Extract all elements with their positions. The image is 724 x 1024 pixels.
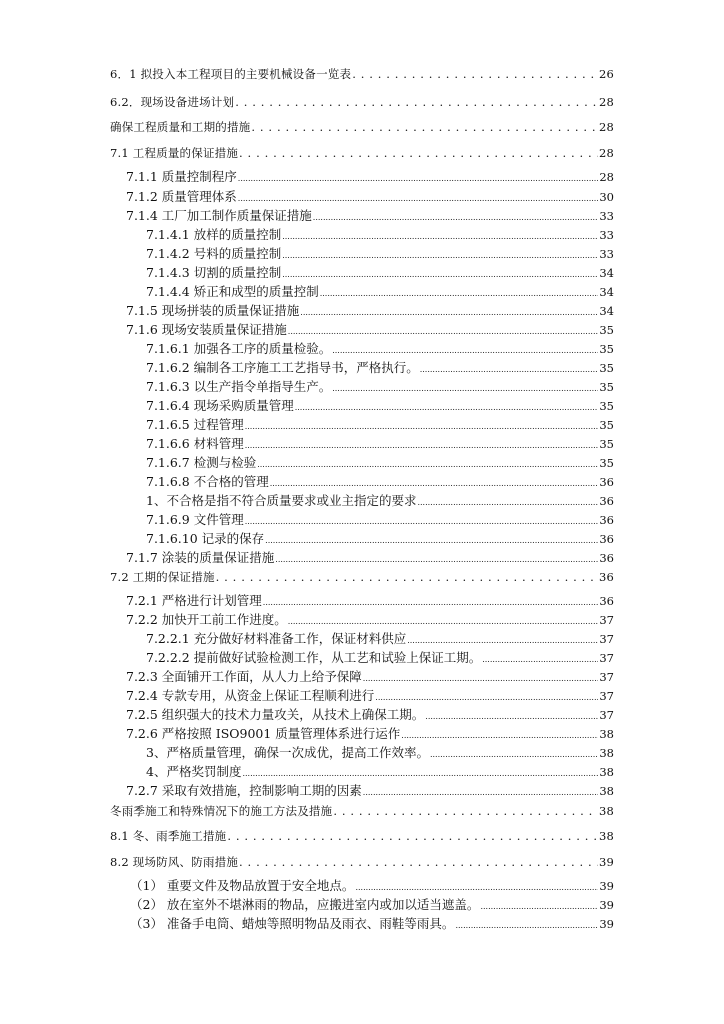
toc-page-number: 37	[599, 669, 614, 684]
toc-dot-leader	[352, 69, 598, 81]
toc-entry-title: 7.1.4.2 号料的质量控制	[146, 245, 282, 261]
toc-entry-title: 7.1.6.6 材料管理	[146, 435, 244, 451]
toc-entry[interactable]	[146, 449, 614, 469]
toc-page-number: 39	[599, 916, 614, 931]
toc-page-number: 36	[599, 512, 614, 527]
toc-dot-leader	[239, 857, 598, 869]
toc-dot-leader	[251, 122, 598, 134]
toc-entry-title: 7.1 工程质量的保证措施	[110, 145, 239, 160]
toc-page-number: 37	[599, 707, 614, 722]
toc-page-number: 35	[599, 455, 614, 470]
toc-entry[interactable]	[146, 739, 614, 759]
toc-entry-title: 7.1.7 涂装的质量保证措施	[126, 549, 275, 565]
toc-entry-title: 7.1.6 现场安装质量保证措施	[126, 321, 287, 337]
toc-entry-title: （1） 重要文件及物品放置于安全地点。	[130, 877, 355, 893]
toc-entry-title: 7.2.3 全面铺开工作面，从人力上给予保障	[126, 668, 362, 684]
toc-entry[interactable]	[110, 822, 614, 842]
toc-page-number: 37	[599, 650, 614, 665]
toc-entry[interactable]	[146, 525, 614, 545]
toc-entry[interactable]	[126, 297, 614, 317]
toc-entry-title: 7.1.6.3 以生产指令单指导生产。	[146, 378, 332, 394]
toc-entry-title: 7.2.6 严格按照 ISO9001 质量管理体系进行运作	[126, 725, 401, 741]
toc-entry[interactable]	[126, 163, 614, 183]
toc-entry-title: （3） 准备手电筒、蜡烛等照明物品及雨衣、雨鞋等雨具。	[130, 915, 455, 931]
toc-page-number: 35	[599, 417, 614, 432]
toc-entry-title: 7.1.6.7 检测与检验	[146, 454, 257, 470]
toc-entry[interactable]	[110, 113, 614, 133]
toc-dot-leader	[363, 785, 599, 798]
toc-dot-leader	[238, 171, 599, 184]
toc-entry[interactable]	[110, 797, 614, 817]
toc-entry-title: 7.1.2 质量管理体系	[126, 188, 237, 204]
toc-entry-title: 7.2.2.1 充分做好材料准备工作，保证材料供应	[146, 630, 407, 646]
toc-page-number: 34	[599, 284, 614, 299]
toc-entry-title: （2） 放在室外不堪淋雨的物品，应搬进室内或加以适当遮盖。	[130, 896, 480, 912]
toc-entry-title: 7.1.6.9 文件管理	[146, 511, 244, 527]
toc-entry-title: 7.1.5 现场拼装的质量保证措施	[126, 302, 300, 318]
toc-entry-title: 7.2.1 严格进行计划管理	[126, 592, 262, 608]
toc-entry[interactable]	[126, 544, 614, 564]
toc-entry-title: 7.1.4.4 矫正和成型的质量控制	[146, 283, 319, 299]
toc-entry-title: 7.2 工期的保证措施	[110, 569, 215, 584]
toc-page-number: 36	[599, 550, 614, 565]
toc-page-number: 39	[598, 854, 614, 869]
toc-page-number: 37	[599, 612, 614, 627]
toc-entry[interactable]	[126, 316, 614, 336]
toc-page-number: 38	[599, 745, 614, 760]
toc-page-number: 28	[599, 169, 614, 184]
toc-page-number: 35	[599, 436, 614, 451]
toc-entry[interactable]	[110, 563, 614, 583]
toc-page-number: 36	[599, 531, 614, 546]
toc-page-number: 38	[599, 783, 614, 798]
toc-page-number: 34	[599, 265, 614, 280]
toc-entry[interactable]	[126, 587, 614, 607]
toc-entry[interactable]	[146, 240, 614, 260]
toc-entry[interactable]	[110, 139, 614, 159]
toc-entry-title: 确保工程质量和工期的措施	[110, 119, 251, 134]
toc-entry-title: 1、不合格是指不符合质量要求或业主指定的要求	[146, 492, 417, 508]
toc-page-number: 38	[599, 764, 614, 779]
toc-page-number: 26	[598, 66, 614, 81]
toc-page-number: 28	[598, 145, 614, 160]
toc-entry[interactable]	[126, 202, 614, 222]
toc-entry[interactable]	[146, 278, 614, 298]
toc-page-number: 36	[599, 593, 614, 608]
toc-page-number: 35	[599, 341, 614, 356]
toc-entry-title: 7.1.4.1 放样的质量控制	[146, 226, 282, 242]
toc-entry[interactable]	[146, 468, 614, 488]
toc-dot-leader	[239, 148, 598, 160]
toc-entry[interactable]	[146, 392, 614, 412]
toc-page-number: 39	[599, 897, 614, 912]
toc-entry[interactable]	[146, 487, 614, 507]
toc-entry[interactable]	[146, 354, 614, 374]
toc-entry[interactable]	[146, 411, 614, 431]
toc-entry[interactable]	[126, 663, 614, 683]
toc-entry-title: 7.2.2 加快开工前工作进度。	[126, 611, 287, 627]
toc-dot-leader	[333, 806, 598, 818]
toc-entry-title: 7.2.2.2 提前做好试验检测工作，从工艺和试验上保证工期。	[146, 649, 482, 665]
toc-entry[interactable]	[130, 910, 614, 930]
toc-entry[interactable]	[146, 758, 614, 778]
toc-entry[interactable]	[110, 848, 614, 868]
toc-page-number: 39	[599, 878, 614, 893]
toc-entry-title: 7.2.4 专款专用，从资金上保证工程顺利进行	[126, 687, 375, 703]
toc-entry[interactable]	[130, 872, 614, 892]
toc-page-number: 28	[598, 94, 614, 109]
toc-dot-leader	[216, 572, 598, 584]
toc-entry[interactable]	[146, 506, 614, 526]
toc-entry-title: 7.1.6.10 记录的保存	[146, 530, 265, 546]
toc-entry-title: 7.1.6.2 编制各工序施工工艺指导书，严格执行。	[146, 359, 419, 375]
toc-page-number: 35	[599, 360, 614, 375]
toc-page-number: 36	[599, 493, 614, 508]
toc-entry[interactable]	[130, 891, 614, 911]
toc-entry-title: 7.1.4.3 切割的质量控制	[146, 264, 282, 280]
toc-entry-title: 3、严格质量管理，确保一次成优，提高工作效率。	[146, 744, 429, 760]
toc-entry-title: 7.1.6.5 过程管理	[146, 416, 244, 432]
toc-entry-title: 7.2.7 采取有效措施，控制影响工期的因素	[126, 782, 362, 798]
toc-page-number: 38	[598, 803, 614, 818]
toc-entry[interactable]	[126, 777, 614, 797]
toc-entry[interactable]	[126, 606, 614, 626]
toc-entry-title: 4、严格奖罚制度	[146, 763, 242, 779]
toc-entry-title: 7.1.1 质量控制程序	[126, 168, 237, 184]
toc-dot-leader	[227, 831, 598, 843]
toc-page-number: 35	[599, 398, 614, 413]
toc-entry[interactable]	[146, 625, 614, 645]
toc-entry[interactable]	[146, 430, 614, 450]
toc-page-number: 33	[599, 227, 614, 242]
toc-entry-title: 7.1.6.4 现场采购质量管理	[146, 397, 294, 413]
toc-page-number: 35	[599, 322, 614, 337]
toc-page-number: 36	[598, 569, 614, 584]
toc-entry[interactable]	[126, 682, 614, 702]
toc-entry[interactable]	[126, 701, 614, 721]
toc-entry[interactable]	[146, 221, 614, 241]
toc-page-number: 38	[599, 726, 614, 741]
toc-entry-title: 7.1.4 工厂加工制作质量保证措施	[126, 207, 312, 223]
toc-entry-title: 8.1 冬、雨季施工措施	[110, 828, 227, 843]
toc-entry-title: 6.2．现场设备进场计划	[110, 94, 235, 109]
toc-dot-leader	[455, 918, 598, 931]
toc-entry[interactable]	[146, 335, 614, 355]
toc-entry[interactable]	[126, 183, 614, 203]
toc-entry-title: 7.2.5 组织强大的技术力量攻关，从技术上确保工期。	[126, 706, 425, 722]
toc-page-number: 37	[599, 688, 614, 703]
toc-page-number: 38	[598, 828, 614, 843]
toc-page-number: 33	[599, 208, 614, 223]
toc-page-number: 30	[599, 189, 614, 204]
toc-entry[interactable]	[146, 644, 614, 664]
toc-entry-title: 冬雨季施工和特殊情况下的施工方法及措施	[110, 803, 333, 818]
toc-page-number: 34	[599, 303, 614, 318]
toc-dot-leader	[235, 97, 598, 109]
toc-entry[interactable]	[126, 720, 614, 740]
toc-entry[interactable]	[110, 60, 614, 80]
toc-entry-title: 6．1 拟投入本工程项目的主要机械设备一览表	[110, 66, 352, 81]
toc-page-number: 37	[599, 631, 614, 646]
toc-entry[interactable]	[146, 259, 614, 279]
toc-entry-title: 8.2 现场防风、防雨措施	[110, 854, 239, 869]
toc-entry-title: 7.1.6.1 加强各工序的质量检验。	[146, 340, 332, 356]
toc-page-number: 35	[599, 379, 614, 394]
toc-page-number: 36	[599, 474, 614, 489]
toc-page-number: 28	[598, 119, 614, 134]
toc-page-number: 33	[599, 246, 614, 261]
toc-entry[interactable]	[146, 373, 614, 393]
toc-entry-title: 7.1.6.8 不合格的管理	[146, 473, 269, 489]
toc-entry[interactable]	[110, 88, 614, 108]
